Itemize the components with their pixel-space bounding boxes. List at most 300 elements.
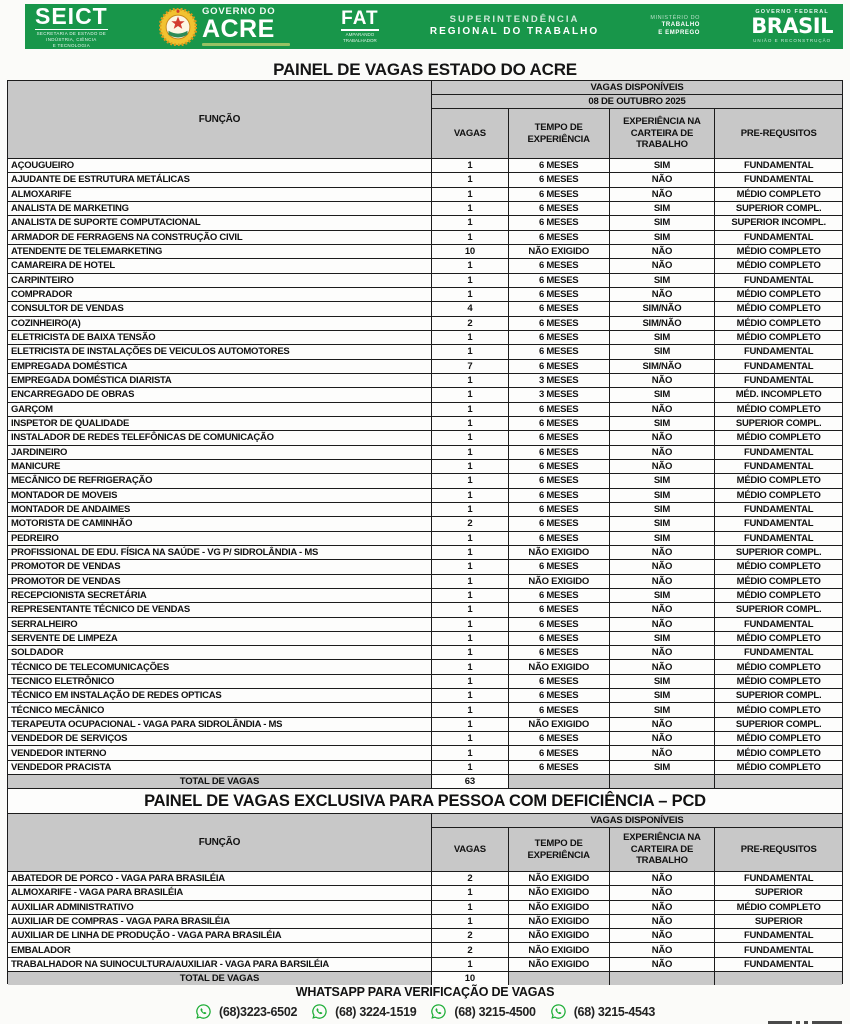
vagas-cell: 1 bbox=[432, 274, 509, 288]
vagas-cell: 2 bbox=[432, 929, 509, 943]
prereq-cell: FUNDAMENTAL bbox=[715, 532, 842, 546]
table-row bbox=[8, 331, 842, 345]
funcao-cell: ELETRICISTA DE BAIXA TENSÃO bbox=[8, 331, 432, 345]
table-row bbox=[8, 915, 842, 929]
carteira-cell: NÃO bbox=[610, 188, 716, 202]
prereq-cell: MÉD. INCOMPLETO bbox=[715, 388, 842, 402]
carteira-cell: SIM/NÃO bbox=[610, 317, 716, 331]
vagas-cell: 1 bbox=[432, 431, 509, 445]
prereq-cell: FUNDAMENTAL bbox=[715, 360, 842, 374]
carteira-cell: NÃO bbox=[610, 746, 716, 760]
vagas-cell: 2 bbox=[432, 872, 509, 886]
vagas-cell: 1 bbox=[432, 417, 509, 431]
tempo-cell: 6 MESES bbox=[509, 431, 610, 445]
tempo-cell: 3 MESES bbox=[509, 388, 610, 402]
table-row bbox=[8, 943, 842, 957]
tempo-cell: 6 MESES bbox=[509, 675, 610, 689]
vagas-cell: 1 bbox=[432, 216, 509, 230]
column-header-carteira: EXPERIÊNCIA NA CARTEIRA DE TRABALHO bbox=[610, 828, 716, 872]
prereq-cell: MÉDIO COMPLETO bbox=[715, 675, 842, 689]
table-row bbox=[8, 231, 842, 245]
table-row bbox=[8, 646, 842, 660]
phone-list bbox=[0, 1003, 850, 1020]
carteira-cell: NÃO bbox=[610, 646, 716, 660]
whatsapp-icon bbox=[195, 1003, 212, 1020]
tempo-cell: 6 MESES bbox=[509, 589, 610, 603]
prereq-cell: MÉDIO COMPLETO bbox=[715, 901, 842, 915]
prereq-cell: FUNDAMENTAL bbox=[715, 173, 842, 187]
tempo-cell: 3 MESES bbox=[509, 374, 610, 388]
funcao-cell: ANALISTA DE SUPORTE COMPUTACIONAL bbox=[8, 216, 432, 230]
table-row bbox=[8, 929, 842, 943]
carteira-cell: SIM bbox=[610, 503, 716, 517]
funcao-cell: GARÇOM bbox=[8, 403, 432, 417]
funcao-cell: SERVENTE DE LIMPEZA bbox=[8, 632, 432, 646]
prereq-cell: MÉDIO COMPLETO bbox=[715, 474, 842, 488]
vagas-cell: 1 bbox=[432, 703, 509, 717]
tempo-cell: 6 MESES bbox=[509, 231, 610, 245]
carteira-cell: SIM bbox=[610, 202, 716, 216]
table-row bbox=[8, 958, 842, 972]
total-empty-cell bbox=[610, 775, 716, 788]
vagas-cell: 1 bbox=[432, 173, 509, 187]
vagas-cell: 1 bbox=[432, 603, 509, 617]
tempo-cell: NÃO EXIGIDO bbox=[509, 718, 610, 732]
funcao-cell: RECEPCIONISTA SECRETÁRIA bbox=[8, 589, 432, 603]
funcao-cell: ANALISTA DE MARKETING bbox=[8, 202, 432, 216]
tempo-cell: 6 MESES bbox=[509, 417, 610, 431]
tempo-cell: 6 MESES bbox=[509, 173, 610, 187]
vagas-cell: 1 bbox=[432, 675, 509, 689]
carteira-cell: NÃO bbox=[610, 403, 716, 417]
prereq-cell: FUNDAMENTAL bbox=[715, 517, 842, 531]
table-row bbox=[8, 446, 842, 460]
tempo-cell: 6 MESES bbox=[509, 331, 610, 345]
pcd-section-title: PAINEL DE VAGAS EXCLUSIVA PARA PESSOA COM DEFICIÊNCIA – PCD bbox=[8, 789, 842, 814]
carteira-cell: NÃO bbox=[610, 374, 716, 388]
funcao-cell: TÉCNICO DE TELECOMUNICAÇÕES bbox=[8, 660, 432, 674]
prereq-cell: MÉDIO COMPLETO bbox=[715, 302, 842, 316]
table-row bbox=[8, 886, 842, 900]
tempo-cell: 6 MESES bbox=[509, 403, 610, 417]
date-header: 08 DE OUTUBRO 2025 bbox=[432, 95, 842, 109]
table-row bbox=[8, 675, 842, 689]
ministerio-trabalho-label: MINISTÉRIO DO TRABALHO E EMPREGO bbox=[650, 15, 701, 37]
funcao-cell: INSTALADOR DE REDES TELEFÔNICAS DE COMUNICAÇÃO bbox=[8, 431, 432, 445]
tempo-cell: NÃO EXIGIDO bbox=[509, 943, 610, 957]
table-row bbox=[8, 403, 842, 417]
carteira-cell: NÃO bbox=[610, 546, 716, 560]
funcao-cell: CAMAREIRA DE HOTEL bbox=[8, 259, 432, 273]
vagas-cell: 1 bbox=[432, 345, 509, 359]
funcao-cell: SERRALHEIRO bbox=[8, 618, 432, 632]
funcao-cell: ALMOXARIFE - VAGA PARA BRASILÉIA bbox=[8, 886, 432, 900]
carteira-cell: SIM bbox=[610, 159, 716, 173]
tempo-cell: 6 MESES bbox=[509, 360, 610, 374]
carteira-cell: NÃO bbox=[610, 618, 716, 632]
phone-number[interactable]: (68) 3215-4500 bbox=[454, 1004, 536, 1019]
fat-wordmark: FAT bbox=[341, 7, 379, 29]
funcao-cell: MOTORISTA DE CAMINHÃO bbox=[8, 517, 432, 531]
funcao-cell: EMPREGADA DOMÉSTICA bbox=[8, 360, 432, 374]
carteira-cell: NÃO bbox=[610, 431, 716, 445]
table-row bbox=[8, 503, 842, 517]
vagas-cell: 1 bbox=[432, 761, 509, 775]
table-row bbox=[8, 746, 842, 760]
carteira-cell: SIM/NÃO bbox=[610, 302, 716, 316]
prereq-cell: FUNDAMENTAL bbox=[715, 929, 842, 943]
funcao-cell: ELETRICISTA DE INSTALAÇÕES DE VEICULOS AUTOMOTORES bbox=[8, 345, 432, 359]
funcao-cell: COMPRADOR bbox=[8, 288, 432, 302]
table-row bbox=[8, 560, 842, 574]
carteira-cell: SIM bbox=[610, 689, 716, 703]
tempo-cell: 6 MESES bbox=[509, 188, 610, 202]
prereq-cell: MÉDIO COMPLETO bbox=[715, 188, 842, 202]
total-label: TOTAL DE VAGAS bbox=[8, 775, 432, 788]
carteira-cell: NÃO bbox=[610, 173, 716, 187]
column-header-prerequisitos: PRE-REQUSITOS bbox=[715, 109, 842, 159]
pcd-vacancies-table bbox=[7, 788, 843, 984]
column-header-funcao: FUNÇÃO bbox=[8, 814, 432, 872]
tempo-cell: 6 MESES bbox=[509, 446, 610, 460]
tempo-cell: 6 MESES bbox=[509, 159, 610, 173]
prereq-cell: MÉDIO COMPLETO bbox=[715, 589, 842, 603]
table-row bbox=[8, 259, 842, 273]
vagas-cell: 2 bbox=[432, 517, 509, 531]
pcd-table-header bbox=[8, 814, 842, 872]
prereq-cell: MÉDIO COMPLETO bbox=[715, 660, 842, 674]
funcao-cell: MECÂNICO DE REFRIGERAÇÃO bbox=[8, 474, 432, 488]
vagas-cell: 1 bbox=[432, 202, 509, 216]
tempo-cell: NÃO EXIGIDO bbox=[509, 886, 610, 900]
column-header-funcao: FUNÇÃO bbox=[8, 81, 432, 159]
prereq-cell: MÉDIO COMPLETO bbox=[715, 317, 842, 331]
vagas-cell: 1 bbox=[432, 560, 509, 574]
funcao-cell: MANICURE bbox=[8, 460, 432, 474]
seict-wordmark: SEICT bbox=[35, 2, 108, 29]
table-row bbox=[8, 474, 842, 488]
carteira-cell: NÃO bbox=[610, 259, 716, 273]
tempo-cell: 6 MESES bbox=[509, 460, 610, 474]
column-header-prerequisitos: PRE-REQUSITOS bbox=[715, 828, 842, 872]
superintendencia-regional-label: SUPERINTENDÊNCIA REGIONAL DO TRABALHO bbox=[429, 14, 600, 38]
table-row bbox=[8, 216, 842, 230]
table-row bbox=[8, 575, 842, 589]
vagas-cell: 1 bbox=[432, 188, 509, 202]
table-row bbox=[8, 188, 842, 202]
funcao-cell: ALMOXARIFE bbox=[8, 188, 432, 202]
prereq-cell: FUNDAMENTAL bbox=[715, 374, 842, 388]
table-row bbox=[8, 345, 842, 359]
vagas-cell: 1 bbox=[432, 589, 509, 603]
prereq-cell: FUNDAMENTAL bbox=[715, 943, 842, 957]
carteira-cell: SIM bbox=[610, 417, 716, 431]
vagas-cell: 1 bbox=[432, 331, 509, 345]
carteira-cell: SIM bbox=[610, 331, 716, 345]
table-row bbox=[8, 159, 842, 173]
funcao-cell: VENDEDOR INTERNO bbox=[8, 746, 432, 760]
table-row bbox=[8, 317, 842, 331]
funcao-cell: TRABALHADOR NA SUINOCULTURA/AUXILIAR - VAGA PARA BARSILÉIA bbox=[8, 958, 432, 972]
funcao-cell: CARPINTEIRO bbox=[8, 274, 432, 288]
funcao-cell: TERAPEUTA OCUPACIONAL - VAGA PARA SIDROLÂNDIA - MS bbox=[8, 718, 432, 732]
funcao-cell: SOLDADOR bbox=[8, 646, 432, 660]
tempo-cell: 6 MESES bbox=[509, 317, 610, 331]
carteira-cell: NÃO bbox=[610, 901, 716, 915]
table-row bbox=[8, 761, 842, 775]
prereq-cell: FUNDAMENTAL bbox=[715, 159, 842, 173]
acre-wordmark bbox=[202, 7, 290, 46]
vagas-cell: 1 bbox=[432, 460, 509, 474]
tempo-cell: 6 MESES bbox=[509, 288, 610, 302]
carteira-cell: SIM bbox=[610, 632, 716, 646]
vagas-cell: 7 bbox=[432, 360, 509, 374]
whatsapp-icon bbox=[550, 1003, 567, 1020]
tempo-cell: NÃO EXIGIDO bbox=[509, 901, 610, 915]
funcao-cell: PROFISSIONAL DE EDU. FÍSICA NA SAÚDE - VG P/ SIDROLÂNDIA - MS bbox=[8, 546, 432, 560]
tempo-cell: 6 MESES bbox=[509, 746, 610, 760]
prereq-cell: FUNDAMENTAL bbox=[715, 872, 842, 886]
prereq-cell: MÉDIO COMPLETO bbox=[715, 575, 842, 589]
carteira-cell: NÃO bbox=[610, 872, 716, 886]
prereq-cell: SUPERIOR COMPL. bbox=[715, 603, 842, 617]
prereq-cell: FUNDAMENTAL bbox=[715, 446, 842, 460]
vagas-cell: 1 bbox=[432, 689, 509, 703]
funcao-cell: INSPETOR DE QUALIDADE bbox=[8, 417, 432, 431]
prereq-cell: SUPERIOR COMPL. bbox=[715, 417, 842, 431]
prereq-cell: MÉDIO COMPLETO bbox=[715, 761, 842, 775]
vagas-cell: 1 bbox=[432, 718, 509, 732]
table-row bbox=[8, 388, 842, 402]
prereq-cell: SUPERIOR bbox=[715, 886, 842, 900]
tempo-cell: 6 MESES bbox=[509, 259, 610, 273]
acre-tagline-bar bbox=[202, 43, 290, 46]
table-row bbox=[8, 417, 842, 431]
pcd-total-row bbox=[8, 972, 842, 985]
governo-do-acre-logo bbox=[159, 7, 290, 46]
tempo-cell: 6 MESES bbox=[509, 689, 610, 703]
carteira-cell: SIM bbox=[610, 231, 716, 245]
funcao-cell: COZINHEIRO(A) bbox=[8, 317, 432, 331]
vagas-cell: 1 bbox=[432, 732, 509, 746]
prereq-cell: MÉDIO COMPLETO bbox=[715, 746, 842, 760]
group-header-vagas-disponiveis: VAGAS DISPONÍVEIS bbox=[432, 81, 842, 95]
phone-number[interactable]: (68) 3215-4543 bbox=[573, 1004, 655, 1019]
tempo-cell: 6 MESES bbox=[509, 603, 610, 617]
prereq-cell: SUPERIOR COMPL. bbox=[715, 202, 842, 216]
table-row bbox=[8, 901, 842, 915]
vagas-cell: 1 bbox=[432, 159, 509, 173]
carteira-cell: SIM bbox=[610, 489, 716, 503]
carteira-cell: SIM bbox=[610, 474, 716, 488]
tempo-cell: 6 MESES bbox=[509, 202, 610, 216]
funcao-cell: TECNICO ELETRÔNICO bbox=[8, 675, 432, 689]
funcao-cell: ABATEDOR DE PORCO - VAGA PARA BRASILÉIA bbox=[8, 872, 432, 886]
table-row bbox=[8, 274, 842, 288]
funcao-cell: REPRESENTANTE TÉCNICO DE VENDAS bbox=[8, 603, 432, 617]
tempo-cell: NÃO EXIGIDO bbox=[509, 929, 610, 943]
phone-number[interactable]: (68) 3224-1519 bbox=[335, 1004, 417, 1019]
table-row bbox=[8, 202, 842, 216]
carteira-cell: NÃO bbox=[610, 943, 716, 957]
carteira-cell: SIM bbox=[610, 532, 716, 546]
pcd-table-rows bbox=[8, 872, 842, 972]
prereq-cell: FUNDAMENTAL bbox=[715, 503, 842, 517]
table-row bbox=[8, 546, 842, 560]
carteira-cell: NÃO bbox=[610, 560, 716, 574]
table-row bbox=[8, 517, 842, 531]
page-title: PAINEL DE VAGAS ESTADO DO ACRE bbox=[273, 60, 577, 79]
prereq-cell: FUNDAMENTAL bbox=[715, 345, 842, 359]
prereq-cell: SUPERIOR COMPL. bbox=[715, 689, 842, 703]
funcao-cell: VENDEDOR DE SERVIÇOS bbox=[8, 732, 432, 746]
table-row bbox=[8, 603, 842, 617]
tempo-cell: 6 MESES bbox=[509, 646, 610, 660]
total-value: 63 bbox=[432, 775, 509, 788]
table-row bbox=[8, 302, 842, 316]
whatsapp-icon bbox=[430, 1003, 447, 1020]
funcao-cell: PROMOTOR DE VENDAS bbox=[8, 575, 432, 589]
vagas-cell: 1 bbox=[432, 575, 509, 589]
tempo-cell: 6 MESES bbox=[509, 503, 610, 517]
table-row bbox=[8, 288, 842, 302]
whatsapp-footer bbox=[0, 985, 850, 1020]
carteira-cell: NÃO bbox=[610, 886, 716, 900]
prereq-cell: SUPERIOR INCOMPL. bbox=[715, 216, 842, 230]
carteira-cell: SIM/NÃO bbox=[610, 360, 716, 374]
tempo-cell: 6 MESES bbox=[509, 489, 610, 503]
tempo-cell: 6 MESES bbox=[509, 216, 610, 230]
seict-subtitle: SECRETARIA DE ESTADO DE INDÚSTRIA, CIÊNCIA E TECNOLOGIA bbox=[36, 31, 107, 48]
table-row bbox=[8, 173, 842, 187]
funcao-cell: PEDREIRO bbox=[8, 532, 432, 546]
carteira-cell: NÃO bbox=[610, 603, 716, 617]
vagas-cell: 2 bbox=[432, 943, 509, 957]
fat-subtitle: AMPARANDO TRABALHADOR bbox=[343, 32, 377, 44]
column-header-carteira: EXPERIÊNCIA NA CARTEIRA DE TRABALHO bbox=[610, 109, 716, 159]
tempo-cell: 6 MESES bbox=[509, 302, 610, 316]
table-row bbox=[8, 689, 842, 703]
funcao-cell: CONSULTOR DE VENDAS bbox=[8, 302, 432, 316]
prereq-cell: MÉDIO COMPLETO bbox=[715, 732, 842, 746]
prereq-cell: MÉDIO COMPLETO bbox=[715, 245, 842, 259]
vagas-cell: 10 bbox=[432, 245, 509, 259]
carteira-cell: NÃO bbox=[610, 460, 716, 474]
table-row bbox=[8, 374, 842, 388]
prereq-cell: SUPERIOR bbox=[715, 915, 842, 929]
tempo-cell: 6 MESES bbox=[509, 618, 610, 632]
carteira-cell: NÃO bbox=[610, 718, 716, 732]
phone-item bbox=[430, 1003, 535, 1020]
vagas-cell: 1 bbox=[432, 532, 509, 546]
carteira-cell: NÃO bbox=[610, 575, 716, 589]
table-row bbox=[8, 632, 842, 646]
funcao-cell: TÉCNICO EM INSTALAÇÃO DE REDES OPTICAS bbox=[8, 689, 432, 703]
vagas-cell: 1 bbox=[432, 374, 509, 388]
phone-number[interactable]: (68)3223-6502 bbox=[219, 1004, 298, 1019]
vagas-cell: 1 bbox=[432, 660, 509, 674]
tempo-cell: NÃO EXIGIDO bbox=[509, 245, 610, 259]
funcao-cell: AUXILIAR DE COMPRAS - VAGA PARA BRASILÉIA bbox=[8, 915, 432, 929]
government-banner bbox=[25, 4, 843, 49]
tempo-cell: 6 MESES bbox=[509, 703, 610, 717]
main-table-rows bbox=[8, 159, 842, 775]
carteira-cell: NÃO bbox=[610, 446, 716, 460]
funcao-cell: AUXILIAR ADMINISTRATIVO bbox=[8, 901, 432, 915]
vagas-cell: 1 bbox=[432, 746, 509, 760]
total-empty-cell bbox=[509, 775, 610, 788]
vagas-cell: 1 bbox=[432, 388, 509, 402]
column-header-tempo: TEMPO DE EXPERIÊNCIA bbox=[509, 109, 610, 159]
tempo-cell: 6 MESES bbox=[509, 345, 610, 359]
acre-label: ACRE bbox=[201, 14, 275, 43]
table-row bbox=[8, 732, 842, 746]
tempo-cell: NÃO EXIGIDO bbox=[509, 546, 610, 560]
table-row bbox=[8, 431, 842, 445]
funcao-cell: MONTADOR DE MOVEIS bbox=[8, 489, 432, 503]
prereq-cell: MÉDIO COMPLETO bbox=[715, 703, 842, 717]
fat-logo bbox=[341, 9, 378, 44]
table-row bbox=[8, 245, 842, 259]
total-empty-cell bbox=[610, 972, 716, 985]
tempo-cell: 6 MESES bbox=[509, 517, 610, 531]
column-header-vagas: VAGAS bbox=[432, 828, 509, 872]
main-table-header bbox=[8, 81, 842, 159]
tempo-cell: 6 MESES bbox=[509, 274, 610, 288]
governo-do-label: GOVERNO DO bbox=[201, 6, 276, 17]
carteira-cell: NÃO bbox=[610, 915, 716, 929]
prereq-cell: MÉDIO COMPLETO bbox=[715, 331, 842, 345]
vagas-cell: 1 bbox=[432, 915, 509, 929]
funcao-cell: MONTADOR DE ANDAIMES bbox=[8, 503, 432, 517]
vagas-cell: 1 bbox=[432, 259, 509, 273]
vagas-cell: 1 bbox=[432, 546, 509, 560]
phone-item bbox=[195, 1003, 297, 1020]
prereq-cell: FUNDAMENTAL bbox=[715, 958, 842, 972]
main-vacancies-table bbox=[7, 80, 843, 789]
prereq-cell: FUNDAMENTAL bbox=[715, 646, 842, 660]
vagas-cell: 1 bbox=[432, 231, 509, 245]
table-row bbox=[8, 703, 842, 717]
carteira-cell: NÃO bbox=[610, 245, 716, 259]
total-empty-cell bbox=[715, 775, 842, 788]
carteira-cell: SIM bbox=[610, 589, 716, 603]
funcao-cell: AJUDANTE DE ESTRUTURA METÁLICAS bbox=[8, 173, 432, 187]
carteira-cell: SIM bbox=[610, 761, 716, 775]
table-row bbox=[8, 360, 842, 374]
column-header-vagas: VAGAS bbox=[432, 109, 509, 159]
funcao-cell: TÉCNICO MECÂNICO bbox=[8, 703, 432, 717]
carteira-cell: SIM bbox=[610, 675, 716, 689]
tempo-cell: 6 MESES bbox=[509, 560, 610, 574]
vagas-cell: 1 bbox=[432, 489, 509, 503]
prereq-cell: MÉDIO COMPLETO bbox=[715, 403, 842, 417]
table-row bbox=[8, 618, 842, 632]
funcao-cell: VENDEDOR PRACISTA bbox=[8, 761, 432, 775]
vagas-cell: 1 bbox=[432, 288, 509, 302]
prereq-cell: MÉDIO COMPLETO bbox=[715, 431, 842, 445]
vagas-cell: 1 bbox=[432, 958, 509, 972]
prereq-cell: MÉDIO COMPLETO bbox=[715, 560, 842, 574]
funcao-cell: ARMADOR DE FERRAGENS NA CONSTRUÇÃO CIVIL bbox=[8, 231, 432, 245]
group-header-vagas-disponiveis: VAGAS DISPONÍVEIS bbox=[432, 814, 842, 828]
tempo-cell: 6 MESES bbox=[509, 474, 610, 488]
funcao-cell: PROMOTOR DE VENDAS bbox=[8, 560, 432, 574]
tempo-cell: 6 MESES bbox=[509, 732, 610, 746]
tempo-cell: 6 MESES bbox=[509, 532, 610, 546]
vagas-cell: 4 bbox=[432, 302, 509, 316]
tempo-cell: 6 MESES bbox=[509, 761, 610, 775]
